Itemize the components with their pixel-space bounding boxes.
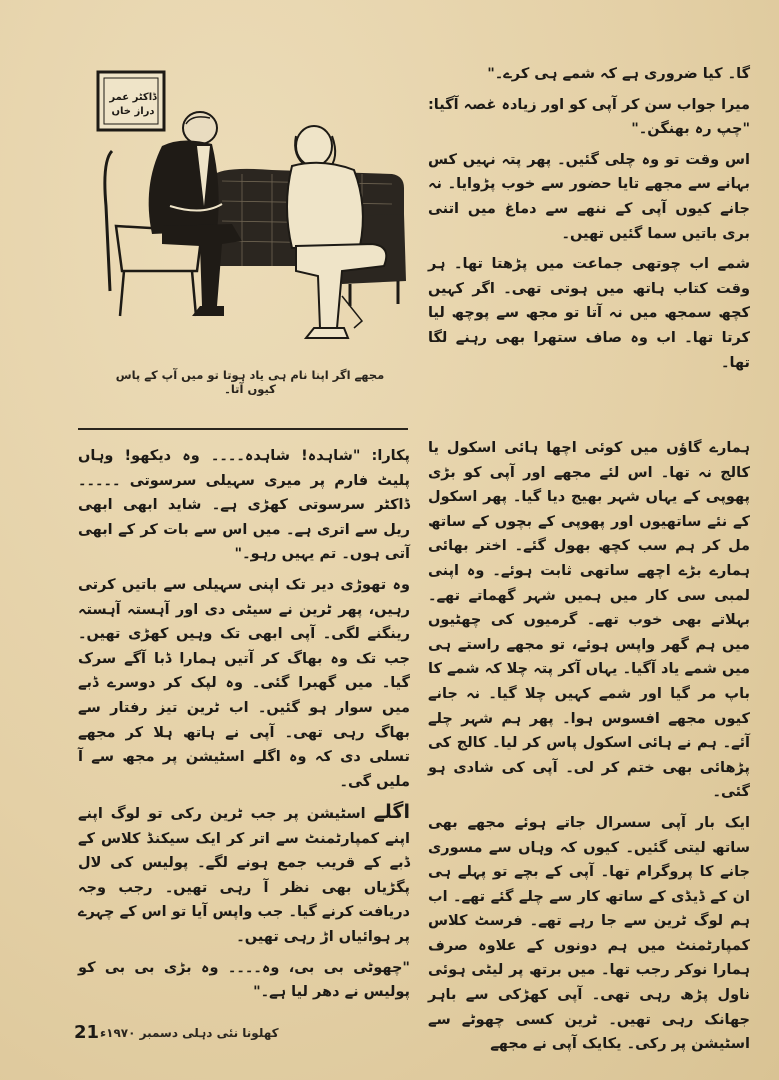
- cartoon-caption: مجھے اگر اپنا نام ہی یاد ہوتا تو میں آپ کے پاس کیوں آتا۔: [115, 368, 385, 396]
- section-lead-word: اگلے: [373, 801, 410, 823]
- paragraph: ایک بار آپی سسرال جاتے ہوئے مجھے بھی ساتھ لیتی گئیں۔ کیوں کہ وہاں سے مسوری جانے کا پروگرام تھا۔ آپی کے بچے تو پہلے ہی ان کے ڈیڈی کے ساتھ کار سے چلے گئے تھے۔ اب ہم لوگ ٹرین سے جا رہے تھے۔ فرسٹ کلاس کمپارٹمنٹ میں ہم دونوں کے علاوہ صرف ہمارا نوکر رجب تھا۔ میں برتھ پر لیٹی ہوئی ناول پڑھ رہی تھی۔ آپی کھڑکی سے باہر جھانک رہی تھیں۔ ٹرین کسی چھوٹے سے اسٹیشن پر رکی۔ یکایک آپی نے مجھے: [428, 814, 750, 1053]
- paragraph: پکارا: "شاہدہ! شاہدہ۔۔۔۔ وہ دیکھو! وہاں پلیٹ فارم پر میری سہیلی سرسوتی ۔۔۔۔۔ ڈاکٹر سرسوتی کھڑی ہے۔ شاید ابھی ابھی ریل سے اتری ہے۔ میں اس سے بات کر کے ابھی آتی ہوں۔ تم یہیں رہو۔": [78, 448, 410, 563]
- section-divider: [78, 428, 408, 430]
- paragraph: اس وقت تو وہ چلی گئیں۔ پھر پتہ نہیں کس بہانے سے مجھے تایا حضور سے خوب پڑوایا۔ نہ جانے کیوں آپی کے ننھے سے دماغ میں اتنی بری باتیں سما گئیں تھیں۔: [428, 151, 750, 242]
- paragraph: [78, 800, 410, 950]
- paragraph: میرا جواب سن کر آپی کو اور زیادہ غصہ آگیا: "چپ رہ بھنگن۔": [428, 96, 750, 138]
- paragraph: گا۔ کیا ضروری ہے کہ شمے ہی کرے۔": [487, 66, 750, 82]
- left-column-bottom: [78, 800, 410, 1011]
- magazine-footer: [100, 1026, 279, 1040]
- paragraph: وہ تھوڑی دیر تک اپنی سہیلی سے باتیں کرتی رہیں، پھر ٹرین نے سیٹی دی اور آہستہ آہستہ رینگنے لگی۔ آپی ابھی تک وہیں کھڑی تھیں۔ جب تک وہ بھاگ کر آتیں ہمارا ڈبا آگے سرک گیا۔ میں گھبرا گئی۔ وہ لپک کر دوسرے ڈبے میں سوار ہو گئیں۔ اب ٹرین تیز رفتار سے بھاگ رہی تھی۔ آپی نے ہاتھ ہلا کر مجھے تسلی دی کہ وہ اگلے اسٹیشن پر مجھ سے آ ملیں گی۔: [78, 576, 410, 790]
- doctor-sign: ڈاکٹر عمر دراز خاں: [109, 92, 157, 117]
- paragraph: شمے اب چوتھی جماعت میں پڑھتا تھا۔ ہر وقت کتاب ہاتھ میں ہوتی تھی۔ اگر کہیں کچھ سمجھ میں نہ آتا تو مجھ سے پوچھ لیا کرتا تھا۔ اب وہ صاف ستھرا بھی رہنے لگا تھا۔: [428, 256, 750, 371]
- page-number: 21: [74, 1022, 100, 1043]
- left-column-top: [78, 444, 410, 800]
- right-column-bottom: [428, 436, 750, 1063]
- quote: "چھوٹی بی بی، وہ۔۔۔۔ وہ بڑی بی بی کو پولیس نے دھر لیا ہے۔": [78, 959, 410, 1001]
- right-column-top: [428, 62, 750, 381]
- paragraph: ہمارے گاؤں میں کوئی اچھا ہائی اسکول یا کالج نہ تھا۔ اس لئے مجھے اور آپی کو بڑی پھوپی کے یہاں شہر بھیج دیا گیا۔ پھر اسکول کے نئے ساتھیوں اور پھوپی کے بچوں کے ساتھ مل کر ہم سب کچھ بھول گئے۔ اختر بھائی ہمارے بڑے اچھے ساتھی ثابت ہوئے۔ وہ اپنی لمبی سی کار میں ہمیں شہر گھماتے تھے۔ بہلاتے بھی خوب تھے۔ گرمیوں کی چھٹیوں میں ہم گھر واپس ہوئے، تو مجھے راستے ہی میں شمے یاد آگیا۔ یہاں آکر پتہ چلا کہ شمے کا باپ مر گیا اور شمے کہیں چلا گیا۔ نہ جانے کیوں مجھے افسوس ہوا۔ پھر ہم شہر چلے آئے۔ ہم نے ہائی اسکول پاس کر لیا۔ کالج کی پڑھائی بھی ختم کر لی۔ آپی کی شادی ہو گئی۔: [428, 440, 750, 801]
- paragraph-text: اسٹیشن پر جب ٹرین رکی تو لوگ اپنے اپنے کمپارٹمنٹ سے اتر کر ایک سیکنڈ کلاس کے ڈبے کے قریب جمع ہونے لگے۔ پولیس کی لال پگڑیاں بھی نظر آ رہی تھیں۔ رجب وجہ دریافت کرنے گیا۔ جب واپس آیا تو اس کے چہرے پر ہوائیاں اڑ رہی تھیں۔: [78, 806, 410, 945]
- footer-text: کھلونا نئی دہلی دسمبر ۱۹۷۰ء: [100, 1026, 279, 1040]
